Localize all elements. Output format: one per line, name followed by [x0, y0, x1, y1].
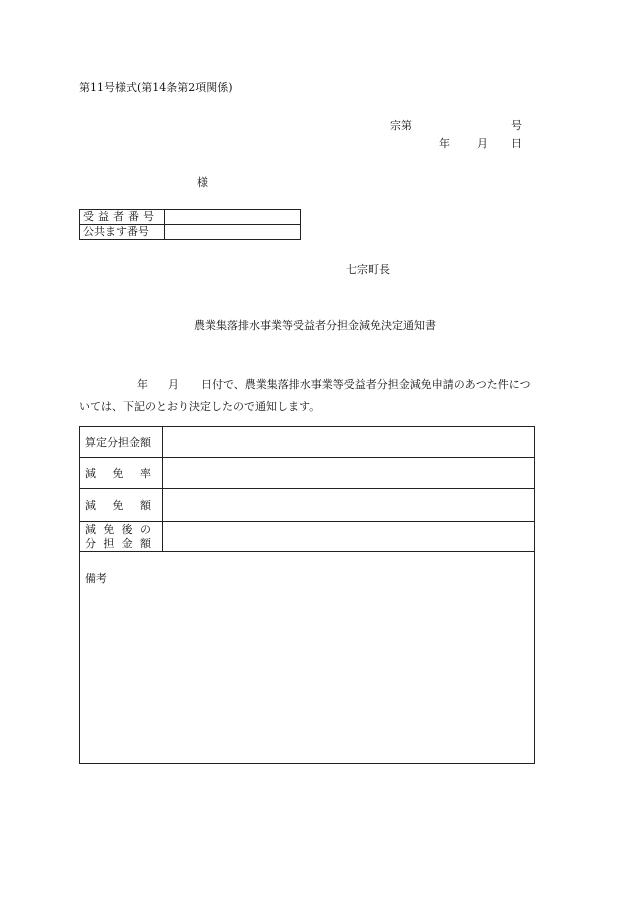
after-reduction-label-char: の [139, 522, 151, 536]
reduction-amount-row [80, 489, 535, 522]
body-year-label: 年 [137, 378, 148, 391]
after-reduction-label-char: 減 [85, 522, 96, 536]
assessed-amount-field[interactable] [163, 427, 535, 458]
remarks-field[interactable] [80, 552, 535, 764]
reduction-amount-label-char: 免 [112, 499, 124, 512]
form-number: 第11号様式(第14条第2項関係) [79, 81, 233, 94]
date-day-label: 日 [511, 137, 522, 150]
reduction-rate-label-char: 免 [112, 467, 124, 480]
recipient-salutation: 様 [197, 176, 208, 189]
date-month-label: 月 [477, 137, 488, 150]
remarks-label: 備考 [85, 572, 107, 585]
after-reduction-label-char: 額 [139, 536, 151, 550]
reduction-rate-label-char: 減 [85, 467, 96, 480]
after-reduction-label-char: 分 [85, 536, 96, 550]
reduction-amount-label [80, 489, 163, 522]
public-masu-number-field[interactable] [165, 225, 301, 240]
assessed-amount-label: 算定分担金額 [80, 427, 163, 458]
after-reduction-label-char: 後 [121, 522, 133, 536]
reduction-amount-label-char: 減 [85, 499, 96, 512]
after-reduction-label-char: 免 [103, 522, 115, 536]
after-reduction-amount-field[interactable] [163, 522, 535, 552]
remarks-row [80, 552, 535, 764]
reduction-amount-label-char: 額 [140, 499, 151, 512]
public-masu-number-row [80, 225, 301, 240]
body-month-label: 月 [168, 378, 179, 391]
after-reduction-amount-label [80, 522, 163, 552]
notice-body [79, 374, 539, 418]
beneficiary-number-label: 受益者番号 [80, 210, 165, 225]
document-number-suffix: 号 [511, 119, 522, 132]
date-year-label: 年 [439, 137, 450, 150]
reduction-rate-row [80, 458, 535, 489]
document-number [390, 120, 522, 132]
after-reduction-label-char: 金 [121, 536, 133, 550]
detail-table [79, 426, 535, 764]
body-text: 日付で、農業集落排水事業等受益者分担金減免申請のあつた件については、下記のとおり決定したので通知します。 [79, 378, 531, 413]
reduction-rate-field[interactable] [163, 458, 535, 489]
id-table [79, 209, 301, 240]
assessed-amount-row [80, 427, 535, 458]
issuer-name: 七宗町長 [346, 263, 390, 276]
public-masu-number-label: 公共ます番号 [80, 225, 165, 240]
issue-date [439, 138, 522, 150]
document-number-prefix: 宗第 [390, 119, 412, 132]
beneficiary-number-row [80, 210, 301, 225]
after-reduction-amount-row [80, 522, 535, 552]
reduction-rate-label-char: 率 [140, 467, 151, 480]
reduction-rate-label [80, 458, 163, 489]
beneficiary-number-field[interactable] [165, 210, 301, 225]
document-title: 農業集落排水事業等受益者分担金減免決定通知書 [194, 319, 436, 332]
after-reduction-label-char: 担 [103, 536, 115, 550]
reduction-amount-field[interactable] [163, 489, 535, 522]
